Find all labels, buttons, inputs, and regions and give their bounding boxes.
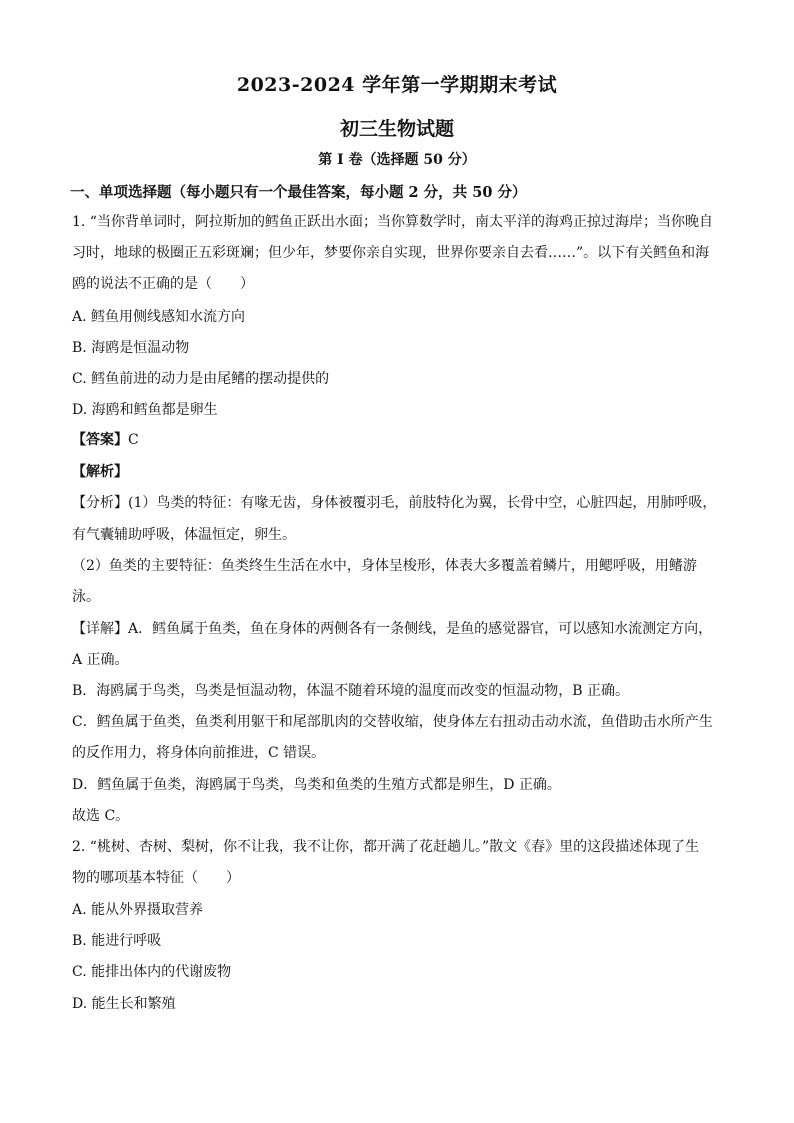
- analysis-line-10: D．鳕鱼属于鱼类，海鸥属于鸟类，鸟类和鱼类的生殖方式都是卵生，D 正确。: [72, 777, 561, 793]
- analysis-line-2: 有气囊辅助呼吸，体温恒定，卵生。: [72, 527, 296, 543]
- q1-stem-line-1: 1. “当你背单词时，阿拉斯加的鳕鱼正跃出水面；当你算数学时，南太平洋的海鸡正掠过海岸；当你晚自: [72, 214, 713, 230]
- analysis-line-4: 泳。: [72, 589, 100, 605]
- section-heading: 一、单项选择题（每小题只有一个最佳答案，每小题 2 分，共 50 分）: [70, 184, 527, 201]
- q2-option-b: B. 能进行呼吸: [72, 933, 162, 949]
- q2-option-c: C. 能排出体内的代谢废物: [72, 964, 232, 980]
- analysis-line-3: （2）鱼类的主要特征：鱼类终生生活在水中，身体呈梭形，体表大多覆盖着鳞片，用鳃呼吸，用鳍游: [72, 558, 697, 574]
- q1-option-c: C. 鳕鱼前进的动力是由尾鳍的摆动提供的: [72, 371, 330, 387]
- q1-option-d: D. 海鸥和鳕鱼都是卵生: [72, 402, 218, 418]
- answer-tag: 【答案】: [72, 432, 128, 448]
- q2-option-a: A. 能从外界摄取营养: [72, 902, 204, 918]
- q1-answer-line: [72, 431, 139, 449]
- analysis-line-6: A 正确。: [72, 652, 129, 668]
- analysis-line-5: 【详解】A．鳕鱼属于鱼类，鱼在身体的两侧各有一条侧线，是鱼的感觉器官，可以感知水流测定方向，: [72, 621, 713, 637]
- q2-stem-line-1: 2. “桃树、杏树、梨树，你不让我，我不让你，都开满了花赶趟儿。”散文《春》里的这段描述体现了生: [72, 839, 700, 855]
- analysis-line-8: C．鳕鱼属于鱼类，鱼类利用躯干和尾部肌肉的交替收缩，使身体左右扭动击动水流，鱼借助击水所产生: [72, 714, 713, 730]
- q1-option-a: A. 鳕鱼用侧线感知水流方向: [72, 309, 246, 325]
- q2-stem-line-2: 物的哪项基本特征（ ）: [72, 870, 240, 886]
- answer-value: C: [128, 432, 139, 448]
- q1-stem-line-3: 鸥的说法不正确的是（ ）: [72, 276, 254, 292]
- analysis-tag: 【解析】: [72, 464, 128, 480]
- analysis-line-1: 【分析】(1）鸟类的特征：有喙无齿，身体被覆羽毛，前肢特化为翼，长骨中空，心脏四起，用肺呼吸，: [72, 495, 717, 511]
- exam-title: 2023-2024 学年第一学期期末考试: [236, 74, 558, 96]
- analysis-line-9: 的反作用力，将身体向前推进，C 错误。: [72, 745, 326, 761]
- q2-option-d: D. 能生长和繁殖: [72, 996, 176, 1012]
- q1-stem-line-2: 习时，地球的极圈正五彩斑斓；但少年，梦要你亲自实现，世界你要亲自去看……”。以下有关鳕鱼和海: [72, 245, 710, 261]
- analysis-line-7: B．海鸥属于鸟类，鸟类是恒温动物，体温不随着环境的温度而改变的恒温动物，B 正确。: [72, 683, 630, 699]
- q1-option-b: B. 海鸥是恒温动物: [72, 340, 190, 356]
- exam-subject: 初三生物试题: [339, 118, 454, 140]
- analysis-line-11: 故选 C。: [72, 808, 130, 824]
- exam-part-heading: 第 I 卷（选择题 50 分）: [318, 152, 476, 168]
